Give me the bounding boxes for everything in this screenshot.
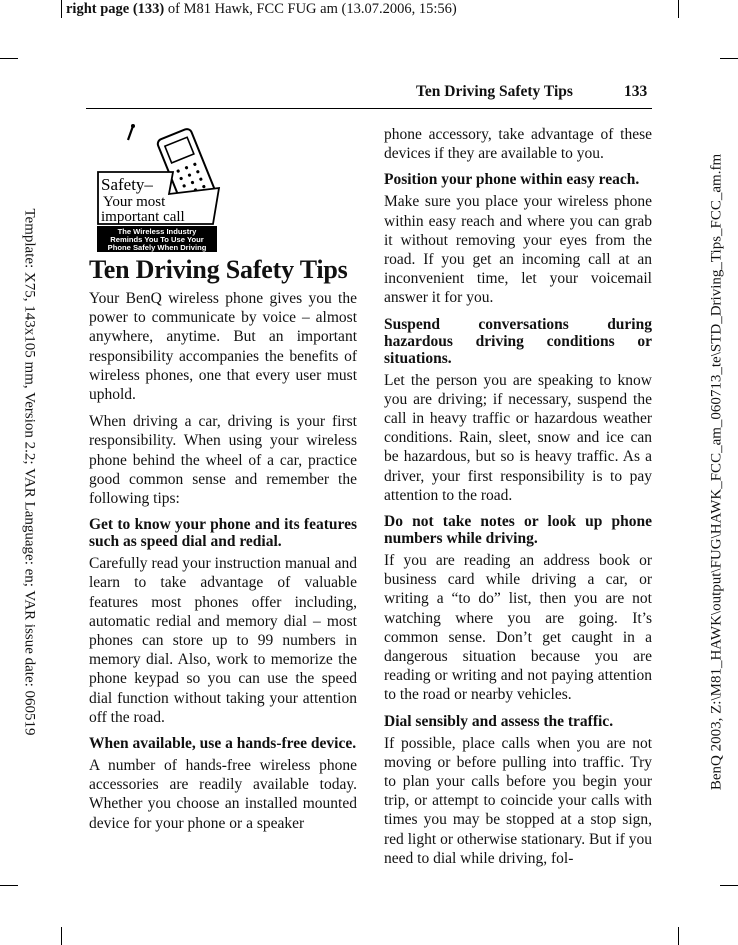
body-paragraph: Let the person you are speaking to know you are driving; if necessary, suspend the call in heavy traffic or hazardous weather conditions. Rain, sleet, snow and ice can be hazardous, but so is heavy traffic. As a driver, your first responsibility is to pay attention to the road. — [384, 371, 652, 504]
text-column-right — [384, 125, 652, 876]
slug-file-info: of M81 Hawk, FCC FUG am (13.07.2006, 15:56) — [164, 1, 457, 17]
tip-heading: Dial sensibly and assess the traffic. — [384, 712, 614, 730]
page-title: Ten Driving Safety Tips — [89, 255, 348, 284]
phone-icon — [95, 124, 221, 252]
crop-mark — [0, 58, 18, 59]
crop-mark — [678, 927, 679, 945]
text-column-left — [89, 289, 357, 841]
crop-mark — [678, 0, 679, 18]
slug-page-label: right page (133) — [66, 1, 165, 17]
header-rule — [86, 108, 652, 109]
body-paragraph: Carefully read your instruction manual and learn to take advantage of valuable features most phones offer including, automatic redial and memory dial – most phones can store up to 99 numbers in memory dial. Also, work to memorize the phone keypad so you can use the speed dial function without taking your attention off the road. — [89, 555, 357, 726]
body-paragraph: phone accessory, take advantage of these devices if they are available to you. — [384, 126, 652, 163]
logo-text-line2: Your most — [103, 194, 166, 210]
print-slug — [66, 1, 457, 18]
logo-text-line3: important call — [101, 209, 185, 225]
body-paragraph: A number of hands-free wireless phone accessories are readily available today. Whether you choose an installed mounted device for your phone or a speaker — [89, 757, 357, 832]
page-number: 133 — [624, 83, 648, 100]
crop-mark — [61, 927, 62, 945]
safety-logo — [95, 124, 221, 252]
tip-heading: Do not take notes or look up phone numbers while driving. — [384, 513, 652, 548]
tip-heading: Suspend conversations during hazardous driving conditions or situations. — [384, 315, 652, 367]
file-path-text: BenQ 2003, Z:\M81_HAWK\output\FUG\HAWK_FCC_am_060713_te\STD_Driving_Tips_FCC_am.fm — [708, 153, 725, 791]
logo-banner-line1: The Wireless Industry — [117, 227, 197, 236]
running-header-title: Ten Driving Safety Tips — [416, 83, 573, 100]
logo-banner-line2: Reminds You To Use Your — [110, 235, 204, 244]
body-paragraph: If possible, place calls when you are not moving or before pulling into traffic. Try to plan your calls before you begin your trip, or attempt to coincide your calls with times you may be stopped at a stop sign, red light or otherwise stationary. But if you need to dial while driving, fol- — [384, 734, 652, 867]
crop-mark — [0, 885, 18, 886]
crop-mark — [720, 885, 738, 886]
tip-heading: Position your phone within easy reach. — [384, 171, 640, 189]
body-paragraph: When driving a car, driving is your first responsibility. When using your wireless phone behind the wheel of a car, practice good common sense and remember the following tips: — [89, 413, 357, 508]
crop-mark — [720, 58, 738, 59]
template-info-text: Template: X75, 143x105 mm, Version 2.2; VAR Language: en; VAR issue date: 060519 — [21, 208, 38, 736]
logo-text-line1: Safety– — [101, 175, 153, 194]
intro-paragraph: Your BenQ wireless phone gives you the power to communicate by voice – almost anywhere, anytime. But an important responsibility accompanies the benefits of wireless phones, one that every user must uphold. — [89, 290, 357, 404]
body-paragraph: Make sure you place your wireless phone within easy reach and where you can grab it without removing your eyes from the road. If you get an incoming call at an inconvenient time, let your voicemail answer it for you. — [384, 193, 652, 307]
tip-heading: Get to know your phone and its features such as speed dial and redial. — [89, 516, 357, 551]
body-paragraph: If you are reading an address book or business card while driving a car, or writing a “to do” list, then you are not watching where you are going. It’s common sense. Don’t get caught in a dangerous situation because you are reading or writing and not paying attention to the road or nearby vehicles. — [384, 552, 652, 704]
tip-heading: When available, use a hands-free device. — [89, 735, 357, 753]
logo-banner-line3: Phone Safely When Driving — [107, 243, 207, 252]
crop-mark — [61, 0, 62, 18]
